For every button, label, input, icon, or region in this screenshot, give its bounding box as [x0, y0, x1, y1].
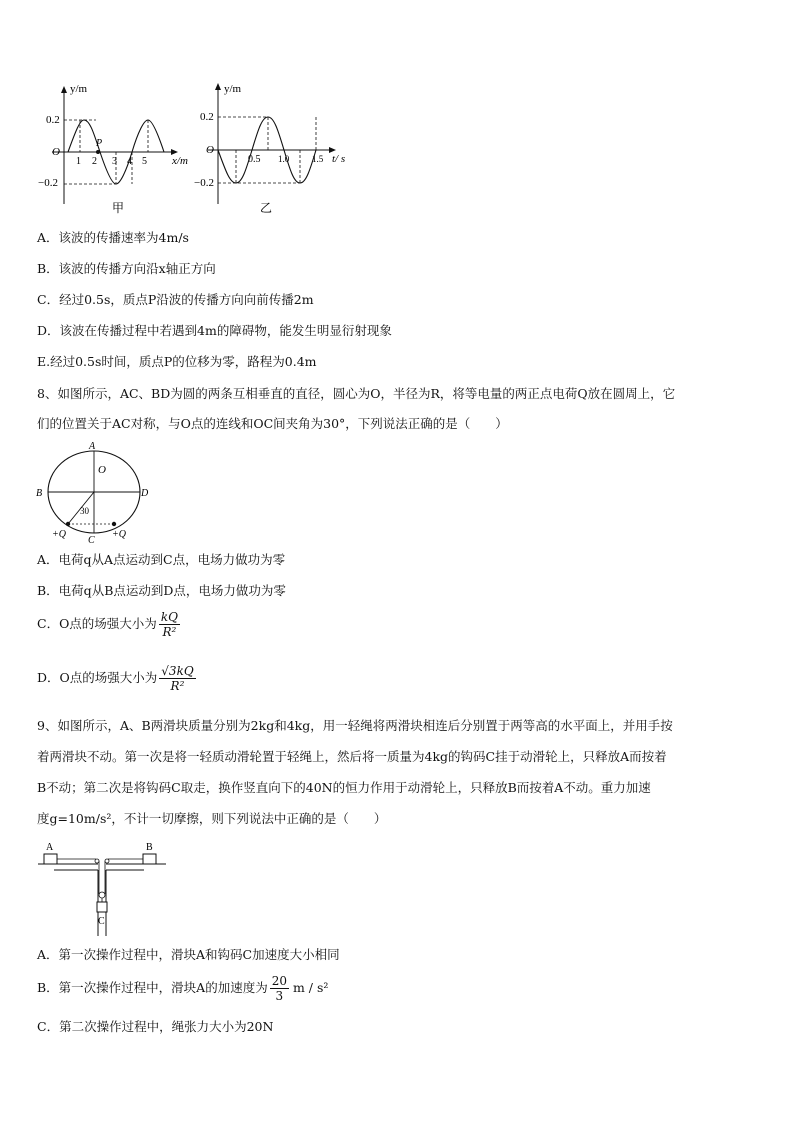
jia-y-pos: 0.2: [46, 114, 60, 126]
yi-caption: 乙: [260, 201, 273, 215]
jia-tick-1: 1: [76, 156, 81, 167]
label-charge-right: +Q: [112, 529, 126, 540]
jia-tick-5: 5: [142, 156, 147, 167]
q9-stem-line3: B不动；第二次是将钩码C取走，换作竖直向下的40N的恒力作用于动滑轮上，只释放B而按着A不动。重力加速: [37, 780, 651, 795]
yi-tick-10: 1.0: [278, 154, 290, 164]
jia-origin: O: [52, 146, 60, 158]
label-c: C: [88, 535, 95, 546]
jia-caption: 甲: [112, 201, 125, 215]
q7-option-b: B．该波的传播方向沿x轴正方向: [37, 261, 216, 276]
label-b: B: [36, 488, 43, 499]
q8-option-b: B．电荷q从B点运动到D点，电场力做功为零: [37, 583, 286, 598]
vibration-figure-yi: [196, 82, 356, 217]
q7-option-e: E.经过0.5s时间，质点P的位移为零，路程为0.4m: [37, 354, 317, 369]
q7-option-c: C．经过0.5s，质点P沿波的传播方向向前传播2m: [37, 292, 314, 307]
q9-stem-line4: 度g=10m/s²，不计一切摩擦，则下列说法中正确的是（ ）: [37, 811, 387, 826]
q9-option-a: A．第一次操作过程中，滑块A和钩码C加速度大小相同: [37, 947, 340, 962]
q9-option-b-numerator: 20: [271, 974, 287, 988]
charge-right-dot: [112, 522, 116, 526]
jia-y-neg: −0.2: [38, 177, 58, 189]
label-angle: 30: [80, 506, 89, 516]
yi-origin: O: [206, 144, 214, 156]
yi-tick-15: 1.5: [312, 154, 324, 164]
q9-option-b: [37, 972, 328, 1006]
wave-figure-jia: [36, 82, 196, 217]
q9-option-b-denominator: 3: [275, 989, 284, 1003]
q9-pulley-figure: [38, 838, 170, 938]
jia-point-p-label: P: [96, 138, 103, 149]
q8-option-d-denominator: R²: [170, 679, 185, 693]
yi-y-neg: −0.2: [194, 177, 214, 189]
q8-option-d-text: D．O点的场强大小为: [37, 670, 158, 685]
yi-y-pos: 0.2: [200, 111, 214, 123]
block-b: [143, 854, 156, 864]
charge-left-dot: [66, 522, 70, 526]
label-charge-left: +Q: [52, 529, 66, 540]
q7-option-a: A．该波的传播速率为4m/s: [37, 230, 189, 245]
q8-stem-line1: 8、如图所示，AC、BD为圆的两条互相垂直的直径，圆心为O，半径为R，将等电量的两正点电荷Q放在圆周上，它: [37, 386, 676, 401]
block-c-label: C: [98, 916, 105, 927]
block-a-label: A: [46, 842, 54, 853]
movable-pulley: [99, 892, 105, 898]
q8-stem-line2: 们的位置关于AC对称，与O点的连线和OC间夹角为30°，下列说法正确的是（ ）: [37, 416, 508, 431]
q8-option-c-denominator: R²: [162, 625, 177, 639]
q8-option-a: A．电荷q从A点运动到C点，电场力做功为零: [37, 552, 286, 567]
q9-option-b-fraction: [270, 974, 289, 1003]
q9-stem-line2: 着两滑块不动。第一次是将一轻质动滑轮置于轻绳上，然后将一质量为4kg的钩码C挂于动滑轮上，只释放A而按着: [37, 749, 667, 764]
jia-x-axis-label: x/m: [172, 155, 188, 167]
jia-tick-3: 3: [112, 156, 117, 167]
q8-option-c-text: C．O点的场强大小为: [37, 616, 157, 631]
q9-option-c: C．第二次操作过程中，绳张力大小为20N: [37, 1019, 274, 1034]
label-a: A: [89, 441, 96, 452]
q8-option-c-numerator: kQ: [160, 610, 178, 624]
block-b-label: B: [146, 842, 153, 853]
jia-tick-4: 4: [127, 156, 132, 167]
yi-tick-05: 0.5: [248, 154, 261, 165]
jia-point-p: [96, 150, 100, 154]
q7-option-d: D．该波在传播过程中若遇到4m的障碍物，能发生明显衍射现象: [37, 323, 392, 338]
jia-y-axis-label: y/m: [70, 83, 88, 95]
q8-option-d: [37, 662, 196, 696]
q9-option-b-unit: m / s²: [292, 980, 329, 995]
q8-option-d-numerator: √3kQ: [161, 664, 194, 678]
q9-option-b-text: B．第一次操作过程中，滑块A的加速度为: [37, 980, 268, 995]
q8-option-d-fraction: [159, 664, 195, 693]
q8-circle-figure: [34, 440, 154, 548]
block-a: [44, 854, 57, 864]
yi-y-axis-label: y/m: [224, 83, 242, 95]
label-o: O: [98, 464, 106, 476]
block-c: [97, 902, 107, 912]
label-d: D: [141, 488, 149, 499]
q8-option-c: [37, 608, 180, 642]
q9-stem-line1: 9、如图所示，A、B两滑块质量分别为2kg和4kg，用一轻绳将两滑块相连后分别置于两等高的水平面上，并用手按: [37, 718, 673, 733]
jia-tick-2: 2: [92, 156, 97, 167]
q8-option-c-fraction: [159, 610, 180, 639]
yi-x-axis-label: t/ s: [332, 153, 346, 165]
